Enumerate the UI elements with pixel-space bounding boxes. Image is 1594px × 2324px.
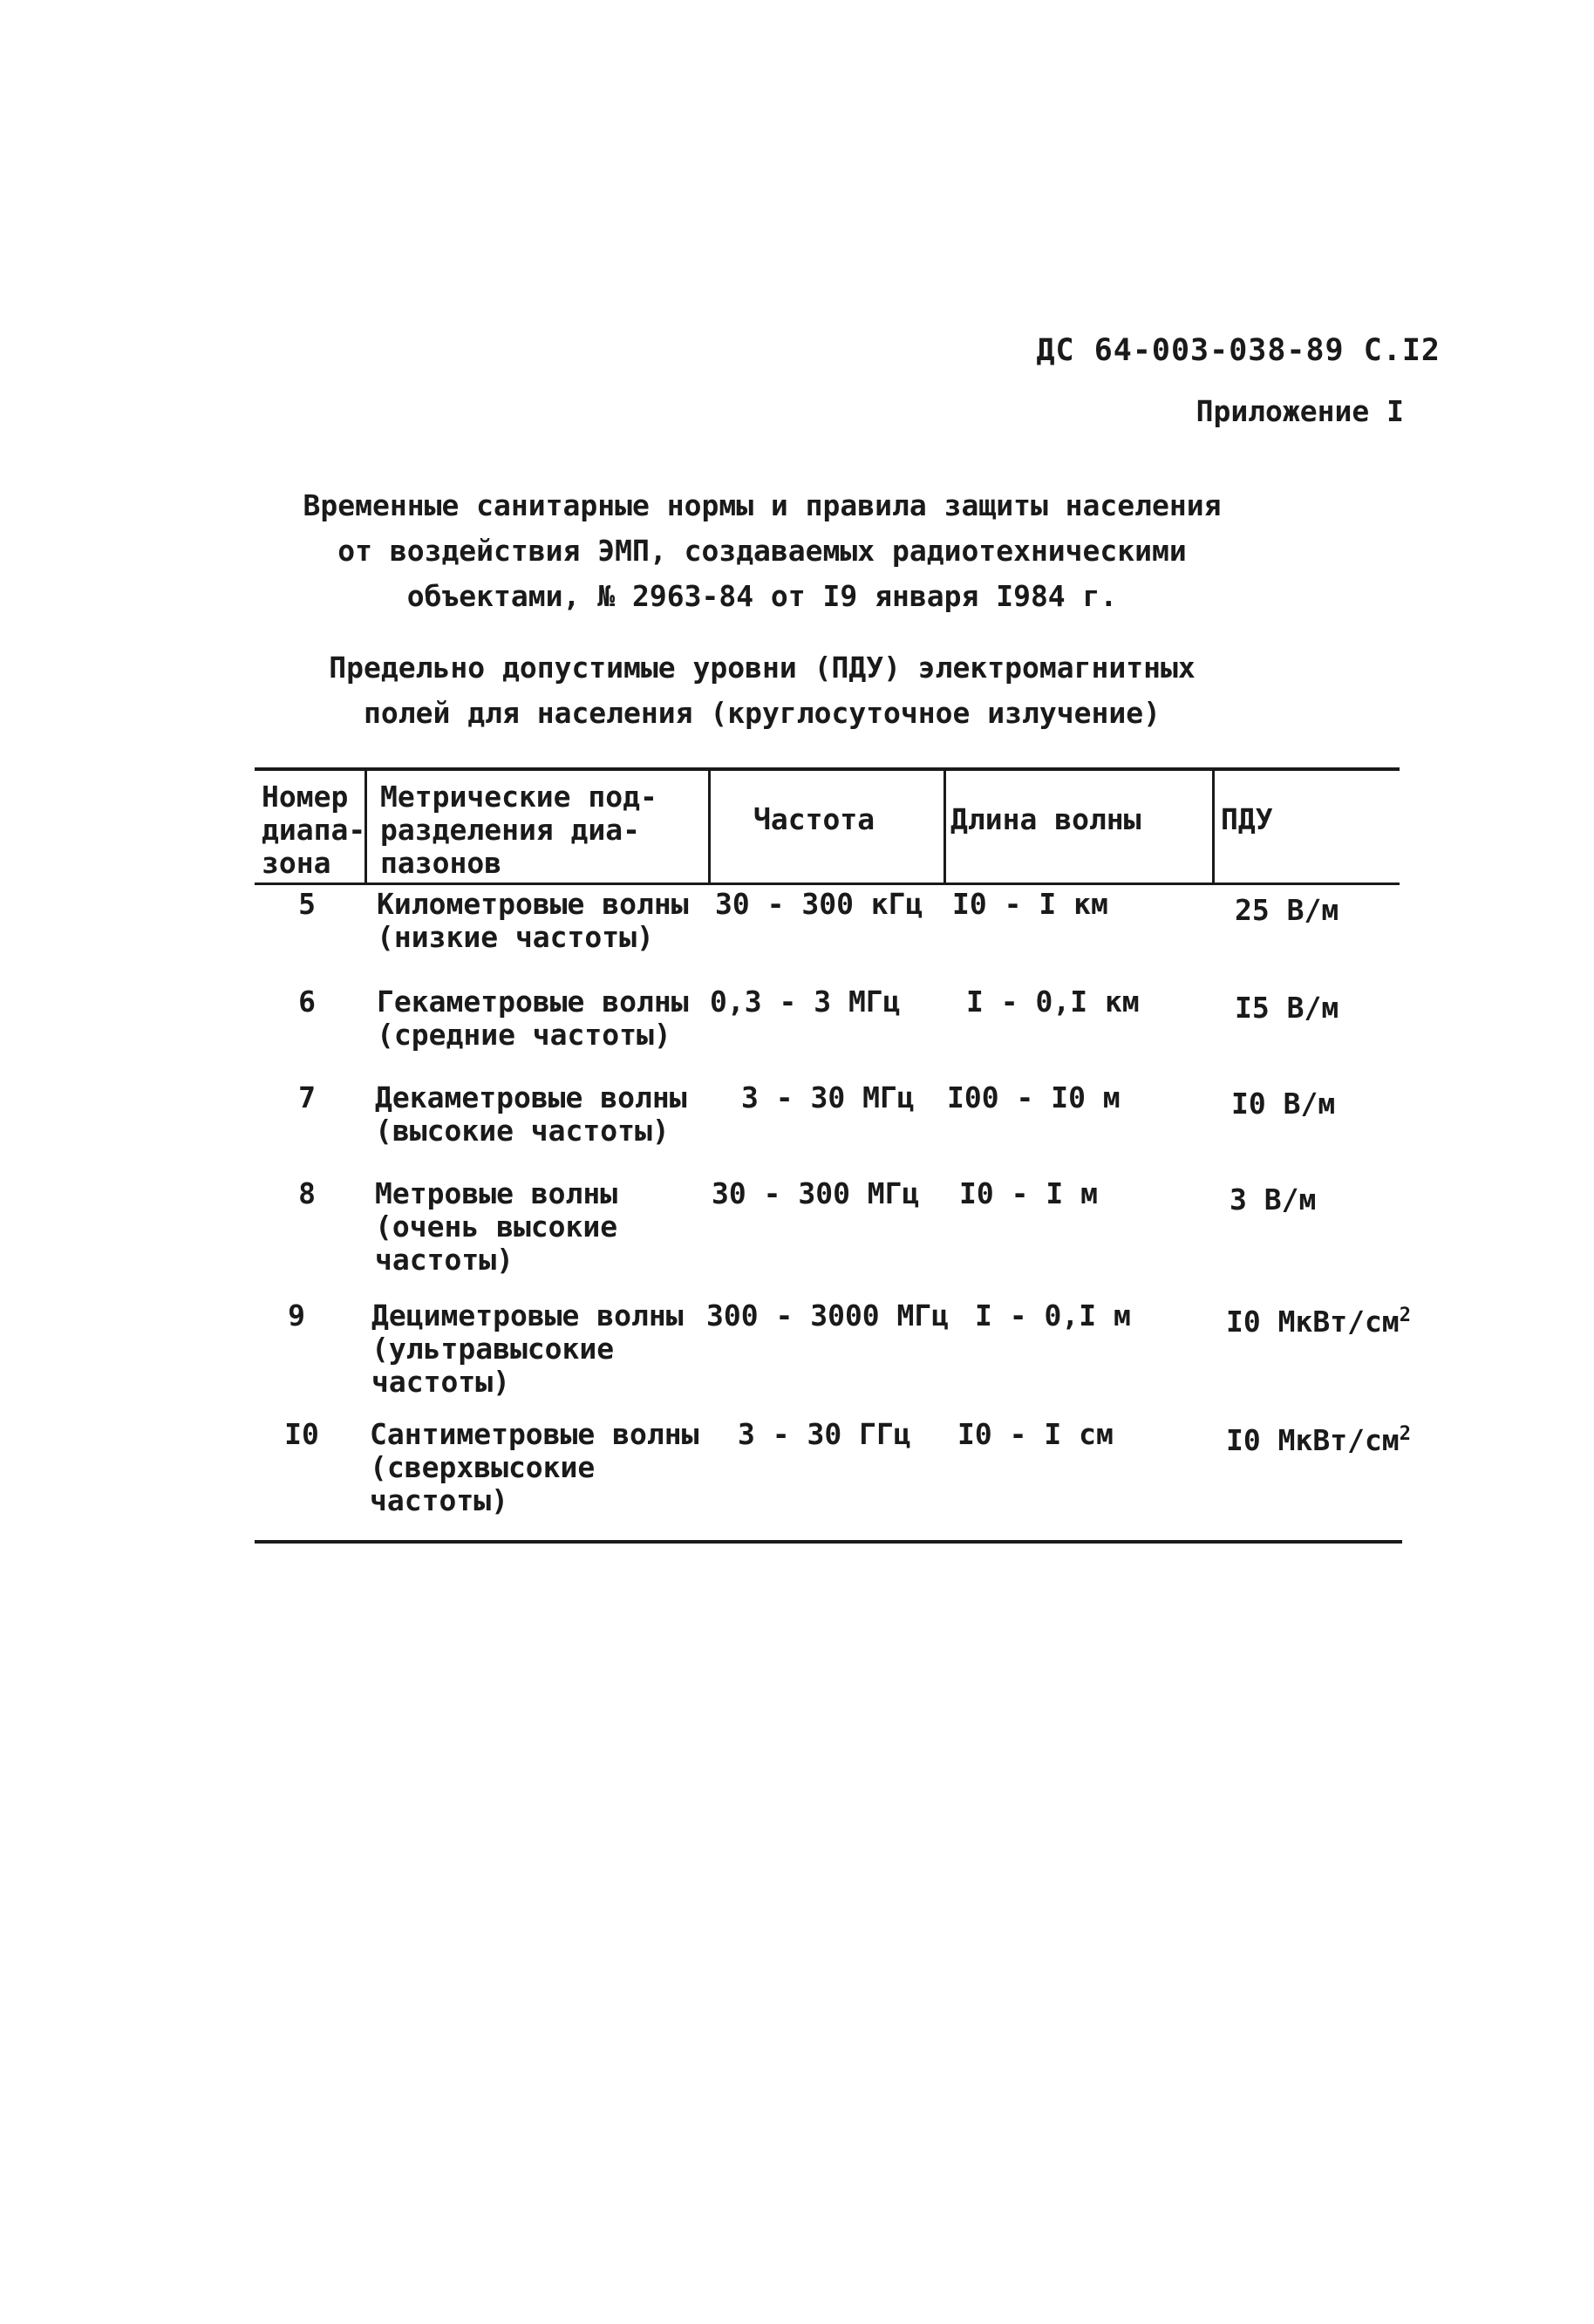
- pdu-cell: [1226, 1299, 1411, 1339]
- table-caption: [0, 645, 1559, 736]
- pdu-value: 25 В/м: [1235, 893, 1339, 927]
- caption-line: Предельно допустимые уровни (ПДУ) электромагнитных: [329, 651, 1196, 685]
- frequency-cell: 3 - 30 ГГц: [738, 1417, 911, 1451]
- header-number: Номер диапа- зона: [262, 780, 366, 880]
- frequency-cell: 3 - 30 МГц: [741, 1080, 915, 1114]
- wavelength-cell: I - 0,I м: [975, 1298, 1131, 1332]
- document-title: [0, 483, 1559, 619]
- range-name: Декаметровые волны (высокие частоты): [375, 1080, 687, 1148]
- pdu-unit-exponent: 2: [1399, 1423, 1411, 1445]
- table-bottom-rule: [255, 1540, 1402, 1544]
- range-name: Дециметровые волны (ультравысокие частоты): [371, 1298, 684, 1399]
- title-line: от воздействия ЭМП, создаваемых радиотехническими: [337, 534, 1187, 568]
- wavelength-cell: I00 - I0 м: [947, 1080, 1121, 1114]
- frequency-cell: 0,3 - 3 МГц: [710, 985, 901, 1019]
- pdu-value: I5 В/м: [1235, 991, 1339, 1025]
- appendix-label: Приложение I: [1196, 394, 1404, 428]
- pdu-unit-exponent: 2: [1399, 1305, 1411, 1326]
- table-top-rule: [255, 767, 1400, 771]
- wavelength-cell: I0 - I см: [957, 1417, 1114, 1451]
- frequency-cell: 300 - 3000 МГц: [706, 1298, 950, 1332]
- range-number: 9: [288, 1298, 305, 1332]
- column-divider: [943, 769, 946, 883]
- pdu-cell: [1235, 888, 1339, 927]
- pdu-value: I0 В/м: [1231, 1087, 1336, 1121]
- header-subdivision: Метрические под- разделения диа- пазонов: [380, 780, 657, 880]
- pdu-cell: [1230, 1177, 1316, 1217]
- range-number: 5: [298, 887, 316, 921]
- caption-line: полей для населения (круглосуточное излучение): [364, 696, 1161, 730]
- range-name: Метровые волны (очень высокие частоты): [375, 1176, 618, 1277]
- range-number: 7: [298, 1080, 316, 1114]
- column-divider: [1212, 769, 1215, 883]
- pdu-value: 3 В/м: [1230, 1182, 1317, 1217]
- pdu-cell: [1235, 985, 1339, 1025]
- document-code: ДС 64-003-038-89 С.I2: [1036, 333, 1441, 368]
- header-frequency: Частота: [753, 802, 875, 836]
- range-name: Километровые волны (низкие частоты): [377, 887, 689, 954]
- title-line: Временные санитарные нормы и правила защиты населения: [303, 488, 1222, 522]
- column-divider: [708, 769, 711, 883]
- header-pdu: ПДУ: [1221, 802, 1273, 836]
- title-line: объектами, № 2963-84 от I9 января I984 г.: [406, 579, 1118, 613]
- pdu-cell: [1226, 1418, 1411, 1457]
- frequency-cell: 30 - 300 кГц: [715, 887, 923, 921]
- range-number: 6: [298, 985, 316, 1019]
- wavelength-cell: I0 - I км: [952, 887, 1108, 921]
- frequency-cell: 30 - 300 МГц: [712, 1176, 920, 1210]
- range-number: 8: [298, 1176, 316, 1210]
- range-name: Гекаметровые волны (средние частоты): [377, 985, 689, 1052]
- pdu-value: I0 МкВт/см: [1226, 1305, 1400, 1339]
- table-header-rule: [255, 883, 1400, 885]
- range-number: I0: [284, 1417, 319, 1451]
- pdu-value: I0 МкВт/см: [1226, 1423, 1400, 1457]
- pdu-cell: [1231, 1081, 1335, 1121]
- wavelength-cell: I0 - I м: [959, 1176, 1098, 1210]
- header-wavelength: Длина волны: [950, 802, 1141, 836]
- range-name: Сантиметровые волны (сверхвысокие частоты): [370, 1417, 699, 1517]
- wavelength-cell: I - 0,I км: [966, 985, 1140, 1019]
